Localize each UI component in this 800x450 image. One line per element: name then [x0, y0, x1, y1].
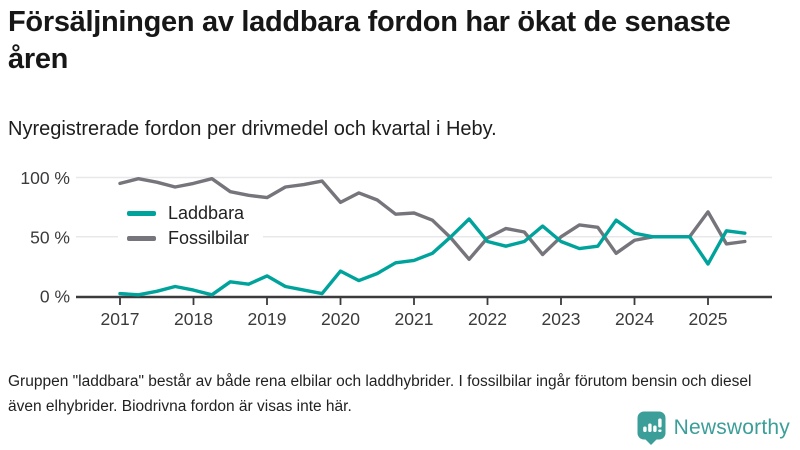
y-axis-tick-label: 50 %	[30, 227, 70, 248]
legend-label-fossilbilar: Fossilbilar	[168, 228, 250, 248]
newsworthy-logo-icon	[637, 411, 667, 445]
x-axis-tick-label: 2017	[100, 309, 140, 329]
laddbara-line-swatch	[127, 211, 156, 216]
x-axis-tick-label: 2023	[541, 309, 581, 329]
x-axis-tick-label: 2020	[321, 309, 360, 329]
x-axis-tick-label: 2024	[615, 309, 654, 329]
line-chart	[0, 158, 800, 348]
x-axis-tick-label: 2018	[174, 309, 213, 329]
newsworthy-logo	[637, 411, 790, 445]
legend-label-laddbara: Laddbara	[168, 203, 245, 223]
chart-title: Försäljningen av laddbara fordon har ökat de senaste åren	[8, 6, 731, 76]
x-axis-tick-label: 2021	[394, 309, 434, 329]
y-axis-tick-label: 0 %	[39, 286, 70, 307]
fossilbilar-line-swatch	[127, 236, 156, 241]
chart-canvas	[0, 158, 800, 348]
x-axis-tick-label: 2019	[247, 309, 287, 329]
legend-item-fossilbilar	[127, 228, 249, 249]
chart-footnote: Gruppen "laddbara" består av både rena elbilar och laddhybrider. I fossilbilar ingår förutom bensin och diesel även elhybrider. Biodrivna fordon är visas inte här.	[8, 373, 752, 415]
x-axis-tick-label: 2025	[688, 309, 728, 329]
newsworthy-logo-text: Newsworthy	[673, 416, 790, 439]
x-axis-tick-label: 2022	[468, 309, 507, 329]
y-axis-tick-label: 100 %	[20, 168, 70, 188]
chart-subtitle: Nyregistrerade fordon per drivmedel och kvartal i Heby.	[8, 118, 497, 140]
legend-item-laddbara	[127, 203, 249, 224]
chart-legend	[118, 201, 263, 251]
